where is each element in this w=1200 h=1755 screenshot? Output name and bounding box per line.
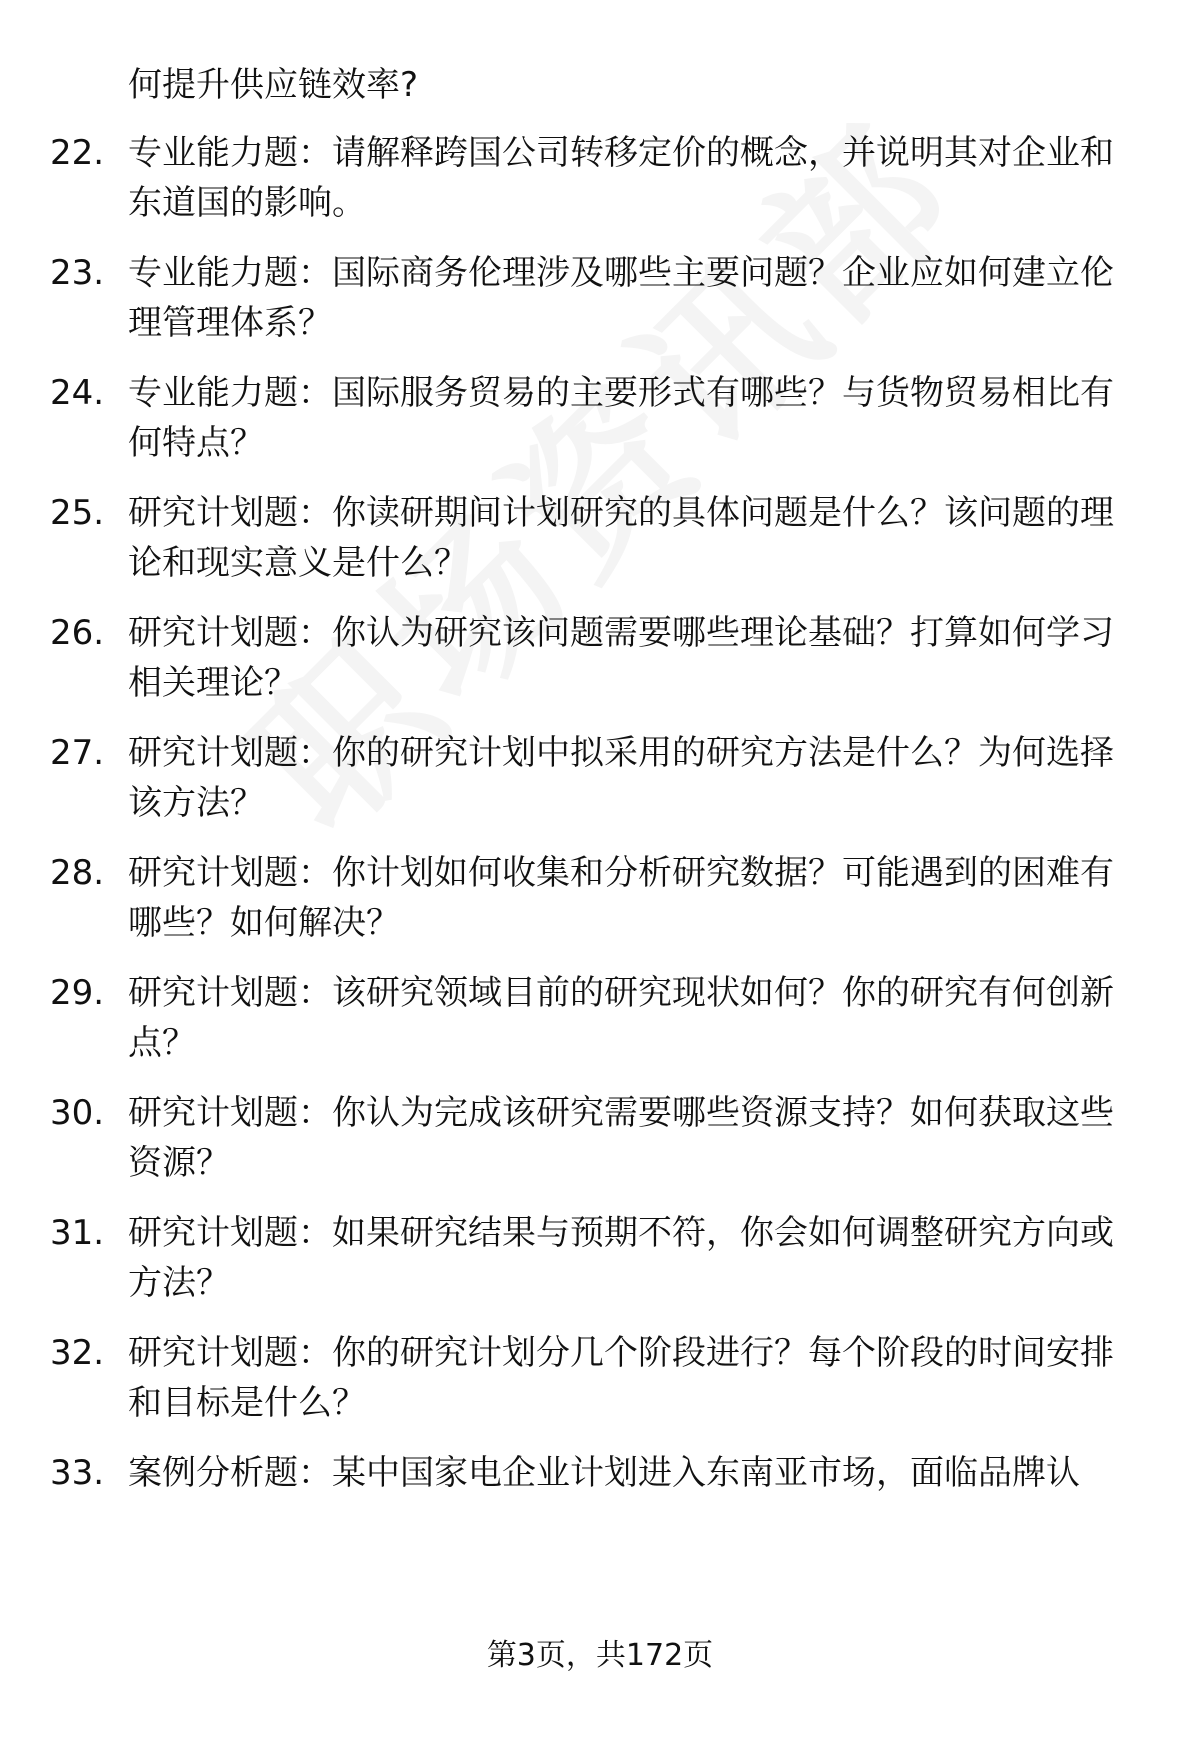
- item-number: 26.: [50, 613, 105, 653]
- item-number: 22.: [50, 133, 105, 173]
- item-number: 33.: [50, 1453, 105, 1493]
- continuation-line: 何提升供应链效率?: [128, 65, 419, 105]
- list-item: [50, 248, 1140, 348]
- item-number: 25.: [50, 493, 105, 533]
- item-number: 32.: [50, 1333, 105, 1373]
- item-text: 案例分析题：某中国家电企业计划进入东南亚市场，面临品牌认: [128, 1453, 1080, 1493]
- item-text: 研究计划题：你的研究计划分几个阶段进行？每个阶段的时间安排和目标是什么？: [128, 1333, 1114, 1423]
- list-item: [50, 608, 1140, 708]
- item-text: 专业能力题：国际服务贸易的主要形式有哪些？与货物贸易相比有何特点？: [128, 373, 1114, 463]
- list-item: [50, 848, 1140, 948]
- item-text: 研究计划题：你计划如何收集和分析研究数据？可能遇到的困难有哪些？如何解决？: [128, 853, 1114, 943]
- list-item: [50, 488, 1140, 588]
- list-item: [50, 128, 1140, 228]
- item-number: 27.: [50, 733, 105, 773]
- list-item: [50, 368, 1140, 468]
- list-item: [50, 1208, 1140, 1308]
- item-number: 30.: [50, 1093, 105, 1133]
- item-number: 31.: [50, 1213, 105, 1253]
- item-number: 28.: [50, 853, 105, 893]
- item-text: 研究计划题：你的研究计划中拟采用的研究方法是什么？为何选择该方法？: [128, 733, 1114, 823]
- item-number: 29.: [50, 973, 105, 1013]
- page-number-footer: 第3页，共172页: [486, 1638, 714, 1673]
- item-text: 专业能力题：请解释跨国公司转移定价的概念，并说明其对企业和东道国的影响。: [128, 133, 1114, 223]
- item-text: 专业能力题：国际商务伦理涉及哪些主要问题？企业应如何建立伦理管理体系？: [128, 253, 1114, 343]
- item-text: 研究计划题：你认为研究该问题需要哪些理论基础？打算如何学习相关理论？: [128, 613, 1114, 703]
- item-number: 23.: [50, 253, 105, 293]
- item-text: 研究计划题：如果研究结果与预期不符，你会如何调整研究方向或方法？: [128, 1213, 1114, 1303]
- list-item: [50, 968, 1140, 1068]
- list-item: [50, 1088, 1140, 1188]
- item-number: 24.: [50, 373, 105, 413]
- list-item: [50, 1328, 1140, 1428]
- item-text: 研究计划题：该研究领域目前的研究现状如何？你的研究有何创新点？: [128, 973, 1114, 1063]
- list-item: [50, 728, 1140, 828]
- list-item: [50, 1448, 1140, 1498]
- item-text: 研究计划题：你认为完成该研究需要哪些资源支持？如何获取这些资源？: [128, 1093, 1114, 1183]
- item-text: 研究计划题：你读研期间计划研究的具体问题是什么？该问题的理论和现实意义是什么？: [128, 493, 1114, 583]
